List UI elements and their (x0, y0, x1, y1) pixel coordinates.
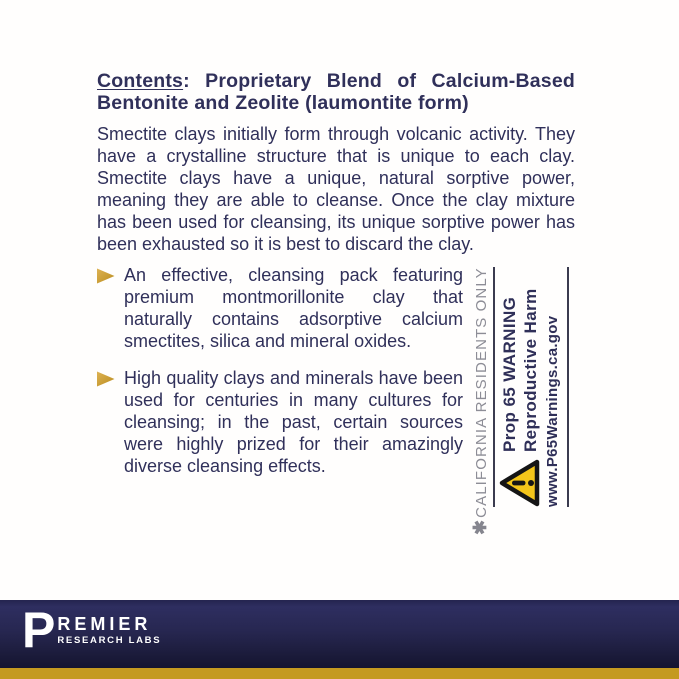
bullet-item-2 (97, 367, 463, 477)
bullet-text: High quality clays and minerals have been used for centuries in many cultures for cleansing; in the past, certain sources were highly prized for their amazingly diverse cleansing effects. (124, 368, 463, 476)
smectite-paragraph: Smectite clays initially form through volcanic activity. They have a crystalline structure that is unique to each clay. Smectite clays have a unique, natural sorptive power, meaning they are able to cleanse. Once the clay mixture has been used for cleansing, its unique sorptive power has been exhausted so it is best to discard the clay. (97, 124, 575, 254)
footer-navy-band (0, 600, 679, 668)
brand-name: REMIER (57, 614, 152, 634)
prop65-title: Prop 65 WARNING (500, 296, 519, 452)
footer-bar (0, 600, 679, 679)
prop65-harm-text: Reproductive Harm (521, 288, 540, 452)
arrow-bullet-icon (97, 267, 115, 283)
gold-accent-strip (0, 668, 679, 679)
prop65-url: www.P65Warnings.ca.gov (544, 315, 561, 507)
prop65-block (493, 267, 569, 507)
california-residents-text: CALIFORNIA RESIDENTS ONLY (473, 267, 490, 518)
contents-term: Contents (97, 70, 184, 92)
premier-research-labs-logo (22, 602, 162, 658)
california-residents-note (470, 265, 492, 535)
bullet-list (97, 264, 463, 477)
bullet-text: An effective, cleansing pack featuring premium montmorillonite clay that naturally contains adsorptive calcium smectites, silica and mineral oxides. (124, 265, 463, 351)
prop65-warning-row (499, 267, 541, 507)
asterisk-icon: ✱ (470, 518, 490, 535)
contents-heading (97, 70, 575, 114)
warning-triangle-icon (499, 459, 541, 507)
prop65-warning-sidebar (470, 265, 574, 535)
contents-description: : Proprietary Blend of Calcium-Based Bentonite and Zeolite (laumontite form) (97, 70, 575, 114)
logo-p-mark: P (22, 602, 56, 658)
brand-subtitle: RESEARCH LABS (57, 635, 162, 646)
arrow-bullet-icon (97, 370, 115, 386)
logo-wordmark (57, 609, 161, 651)
bullet-item-1 (97, 264, 463, 352)
prop65-warning-lines (499, 288, 541, 452)
